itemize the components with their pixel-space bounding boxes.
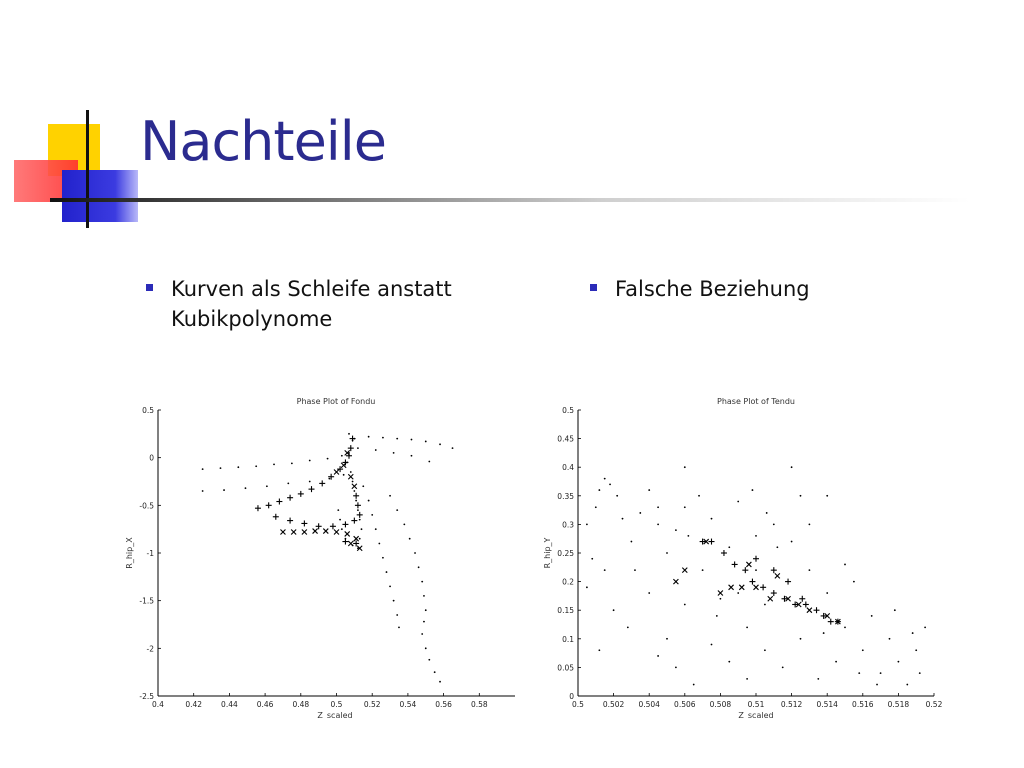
data-point-x (348, 541, 353, 546)
data-point-dot (823, 632, 825, 634)
data-point-dot (389, 585, 391, 587)
data-point-dot (835, 661, 837, 663)
data-point-dot (352, 481, 354, 483)
chart-fondu-svg (110, 388, 530, 718)
data-point-dot (752, 489, 754, 491)
data-point-plus (298, 491, 304, 497)
data-point-dot (357, 509, 359, 511)
x-tick-label: 0.54 (399, 700, 417, 709)
data-point-dot (378, 543, 380, 545)
data-point-dot (309, 481, 311, 483)
data-point-plus (276, 499, 282, 505)
data-point-dot (452, 447, 454, 449)
data-point-dot (423, 621, 425, 623)
data-point-dot (684, 604, 686, 606)
data-point-dot (339, 519, 341, 521)
data-point-dot (871, 615, 873, 617)
data-point-dot (898, 661, 900, 663)
data-point-dot (728, 661, 730, 663)
data-point-dot (791, 541, 793, 543)
data-point-dot (698, 495, 700, 497)
data-point-dot (889, 638, 891, 640)
data-point-dot (389, 495, 391, 497)
data-point-dot (337, 509, 339, 511)
y-tick-label: -1 (146, 549, 154, 558)
data-point-dot (817, 678, 819, 680)
x-tick-label: 0.58 (470, 700, 488, 709)
data-point-dot (648, 489, 650, 491)
data-point-dot (359, 519, 361, 521)
data-point-dot (894, 609, 896, 611)
data-point-dot (350, 471, 352, 473)
data-point-dot (634, 569, 636, 571)
data-point-x (768, 596, 773, 601)
x-tick-label: 0.5 (330, 700, 343, 709)
data-point-dot (353, 490, 355, 492)
data-point-dot (639, 512, 641, 514)
chart-title: Phase Plot of Fondu (296, 397, 376, 406)
data-point-dot (627, 626, 629, 628)
data-point-dot (425, 441, 427, 443)
data-point-dot (237, 466, 239, 468)
data-point-dot (382, 437, 384, 439)
data-point-plus (709, 539, 715, 545)
x-tick-label: 0.44 (221, 700, 238, 709)
bullet-square-icon (590, 284, 597, 291)
data-point-dot (876, 684, 878, 686)
data-point-dot (609, 483, 611, 485)
data-point-dot (711, 518, 713, 520)
data-point-plus (342, 521, 348, 527)
data-point-dot (746, 626, 748, 628)
data-point-dot (291, 462, 293, 464)
y-tick-label: 0.4 (562, 463, 574, 473)
data-point-dot (393, 452, 395, 454)
data-point-dot (766, 512, 768, 514)
data-point-dot (409, 538, 411, 540)
data-point-x (746, 562, 751, 567)
data-point-dot (595, 506, 597, 508)
data-point-dot (368, 500, 370, 502)
data-point-dot (386, 571, 388, 573)
data-point-dot (613, 609, 615, 611)
data-point-x (348, 474, 353, 479)
data-point-dot (362, 485, 364, 487)
y-tick-label: 0 (149, 453, 154, 463)
x-tick-label: 0.512 (780, 700, 803, 709)
data-point-dot (421, 633, 423, 635)
data-point-plus (753, 556, 759, 562)
data-point-dot (375, 449, 377, 451)
data-point-dot (396, 509, 398, 511)
data-point-dot (343, 474, 345, 476)
y-tick-label: 0.5 (142, 406, 154, 415)
data-point-dot (666, 638, 668, 640)
data-point-x (334, 530, 339, 535)
data-point-x (313, 529, 318, 534)
data-point-dot (844, 564, 846, 566)
data-point-dot (220, 467, 222, 469)
data-point-dot (425, 647, 427, 649)
y-tick-label: 0.25 (557, 549, 574, 558)
data-point-plus (771, 567, 777, 573)
x-tick-label: 0.502 (602, 700, 625, 709)
data-point-dot (657, 524, 659, 526)
x-tick-label: 0.5 (572, 700, 584, 709)
data-point-dot (439, 681, 441, 683)
chart-tendu-svg (530, 388, 960, 718)
x-tick-label: 0.52 (925, 700, 943, 709)
data-point-dot (675, 667, 677, 669)
data-point-dot (755, 535, 757, 537)
data-point-dot (598, 649, 600, 651)
data-point-x (280, 530, 285, 535)
data-point-plus (742, 567, 748, 573)
data-point-dot (403, 524, 405, 526)
data-point-dot (359, 538, 361, 540)
chart-fondu (110, 388, 530, 718)
data-point-dot (586, 586, 588, 588)
data-point-plus (287, 495, 293, 501)
data-point-dot (764, 649, 766, 651)
data-point-dot (711, 644, 713, 646)
data-point-x (682, 568, 687, 573)
y-tick-label: -0.5 (139, 501, 154, 511)
data-point-dot (425, 609, 427, 611)
data-point-dot (414, 552, 416, 554)
data-point-dot (393, 600, 395, 602)
data-point-plus (814, 607, 820, 613)
data-point-dot (915, 649, 917, 651)
data-point-plus (319, 480, 325, 486)
data-point-plus (828, 619, 834, 625)
data-point-dot (826, 592, 828, 594)
data-point-x (673, 579, 678, 584)
x-tick-label: 0.52 (363, 700, 381, 709)
data-point-plus (342, 539, 348, 545)
data-point-dot (396, 438, 398, 440)
data-point-dot (862, 649, 864, 651)
data-point-dot (421, 581, 423, 583)
title-underline (50, 198, 970, 202)
data-point-dot (924, 626, 926, 628)
data-point-dot (375, 528, 377, 530)
data-point-dot (809, 524, 811, 526)
data-point-dot (693, 684, 695, 686)
data-point-x (754, 585, 759, 590)
data-point-plus (357, 512, 363, 518)
data-point-dot (684, 506, 686, 508)
data-point-dot (773, 524, 775, 526)
y-tick-label: 0.5 (562, 406, 574, 415)
data-point-dot (791, 466, 793, 468)
data-point-plus (355, 502, 361, 508)
data-point-dot (622, 518, 624, 520)
y-tick-label: 0.2 (562, 577, 574, 587)
data-point-dot (755, 569, 757, 571)
data-point-dot (764, 604, 766, 606)
data-point-dot (341, 528, 343, 530)
data-point-dot (411, 439, 413, 441)
data-point-plus (721, 550, 727, 556)
bullet-square-icon (146, 284, 153, 291)
y-tick-label: 0.1 (562, 634, 574, 644)
data-point-plus (273, 514, 279, 520)
data-point-dot (826, 495, 828, 497)
data-point-dot (223, 489, 225, 491)
data-point-dot (598, 489, 600, 491)
y-tick-label: 0.15 (557, 606, 574, 616)
data-point-x (323, 529, 328, 534)
data-point-plus (330, 523, 336, 529)
x-tick-label: 0.518 (887, 700, 910, 709)
data-point-dot (800, 495, 802, 497)
x-tick-label: 0.514 (816, 700, 838, 709)
y-tick-label: 0 (569, 692, 574, 701)
data-point-plus (353, 493, 359, 499)
data-point-dot (684, 466, 686, 468)
x-tick-label: 0.56 (435, 700, 452, 709)
chart-tendu (530, 388, 960, 718)
data-point-dot (396, 614, 398, 616)
decor-vertical-line (86, 110, 89, 228)
x-tick-label: 0.48 (292, 700, 310, 709)
data-point-dot (809, 569, 811, 571)
data-point-dot (687, 535, 689, 537)
data-point-dot (591, 558, 593, 560)
data-point-dot (371, 514, 373, 516)
data-point-dot (737, 592, 739, 594)
data-point-plus (803, 601, 809, 607)
decor-blue-square (62, 170, 138, 222)
y-tick-label: 0.3 (562, 520, 574, 530)
data-point-dot (428, 659, 430, 661)
data-point-dot (702, 569, 704, 571)
data-point-x (345, 531, 350, 536)
x-tick-label: 0.51 (747, 700, 765, 709)
data-point-dot (631, 541, 633, 543)
data-point-dot (912, 632, 914, 634)
y-tick-label: -2 (146, 644, 154, 654)
data-point-dot (439, 443, 441, 445)
data-point-dot (728, 546, 730, 548)
x-tick-label: 0.46 (256, 700, 274, 709)
y-tick-label: 0.35 (557, 491, 574, 501)
data-point-dot (648, 592, 650, 594)
data-point-x (729, 585, 734, 590)
data-point-dot (675, 529, 677, 531)
data-point-dot (858, 672, 860, 674)
data-point-dot (245, 487, 247, 489)
data-point-x (739, 585, 744, 590)
x-tick-label: 0.508 (709, 700, 732, 709)
data-point-dot (287, 483, 289, 485)
data-point-dot (782, 667, 784, 669)
data-point-dot (411, 455, 413, 457)
data-point-dot (616, 495, 618, 497)
data-point-dot (657, 655, 659, 657)
x-tick-label: 0.506 (674, 700, 696, 709)
y-tick-label: -2.5 (139, 692, 154, 701)
data-point-dot (309, 460, 311, 462)
data-point-plus (799, 596, 805, 602)
data-point-dot (800, 638, 802, 640)
slide-title: Nachteile (140, 110, 387, 173)
x-tick-label: 0.504 (638, 700, 660, 709)
y-tick-label: 0.45 (557, 434, 574, 444)
bullet-item-2 (590, 274, 920, 304)
data-point-plus (266, 502, 272, 508)
data-point-dot (844, 626, 846, 628)
data-point-dot (382, 557, 384, 559)
data-point-x (718, 591, 723, 596)
data-point-plus (350, 436, 356, 442)
chart-title: Phase Plot of Tendu (717, 397, 795, 406)
data-point-plus (749, 579, 755, 585)
data-point-dot (919, 672, 921, 674)
data-point-dot (368, 436, 370, 438)
data-point-dot (398, 626, 400, 628)
data-point-x (775, 573, 780, 578)
data-point-x (354, 536, 359, 541)
data-point-dot (604, 569, 606, 571)
data-point-dot (357, 447, 359, 449)
data-point-dot (418, 566, 420, 568)
data-point-dot (327, 458, 329, 460)
data-point-dot (666, 552, 668, 554)
data-point-dot (341, 455, 343, 457)
data-point-dot (348, 433, 350, 435)
data-point-dot (657, 506, 659, 508)
data-point-x (334, 469, 339, 474)
data-point-plus (255, 505, 261, 511)
data-point-plus (301, 520, 307, 526)
data-point-plus (351, 518, 357, 524)
data-point-plus (309, 486, 315, 492)
data-point-dot (202, 468, 204, 470)
y-tick-label: -1.5 (139, 596, 154, 606)
data-point-dot (586, 524, 588, 526)
data-point-dot (266, 485, 268, 487)
data-point-x (807, 608, 812, 613)
data-point-plus (316, 523, 322, 529)
data-point-x (352, 484, 357, 489)
data-point-dot (604, 478, 606, 480)
bullet-item-1 (146, 274, 516, 334)
data-point-dot (361, 528, 363, 530)
y-tick-label: 0.05 (557, 663, 574, 673)
data-point-dot (746, 678, 748, 680)
x-tick-label: 0.516 (852, 700, 874, 709)
data-point-dot (255, 465, 257, 467)
data-point-dot (716, 615, 718, 617)
data-point-dot (355, 500, 357, 502)
x-axis-label: Z_scaled (738, 711, 774, 718)
data-point-dot (328, 478, 330, 480)
data-point-dot (737, 501, 739, 503)
data-point-x (302, 530, 307, 535)
bullet-text-2: Falsche Beziehung (615, 277, 810, 301)
data-point-dot (906, 684, 908, 686)
y-axis-label: R_hip_Y (543, 537, 552, 569)
data-point-dot (853, 581, 855, 583)
x-axis-label: Z_scaled (317, 711, 353, 718)
data-point-plus (760, 584, 766, 590)
data-point-dot (273, 463, 275, 465)
bullet-text-1: Kurven als Schleife anstatt Kubikpolynome (171, 277, 452, 331)
data-point-dot (434, 671, 436, 673)
data-point-dot (776, 546, 778, 548)
data-point-dot (720, 598, 722, 600)
data-point-x (291, 530, 296, 535)
data-point-dot (202, 490, 204, 492)
y-axis-label: R_hip_X (125, 537, 134, 569)
data-point-plus (287, 518, 293, 524)
data-point-plus (732, 561, 738, 567)
data-point-dot (880, 672, 882, 674)
data-point-dot (428, 461, 430, 463)
x-tick-label: 0.4 (152, 700, 164, 709)
x-tick-label: 0.42 (185, 700, 203, 709)
data-point-plus (348, 445, 354, 451)
data-point-dot (423, 595, 425, 597)
data-point-plus (785, 579, 791, 585)
data-point-plus (771, 590, 777, 596)
